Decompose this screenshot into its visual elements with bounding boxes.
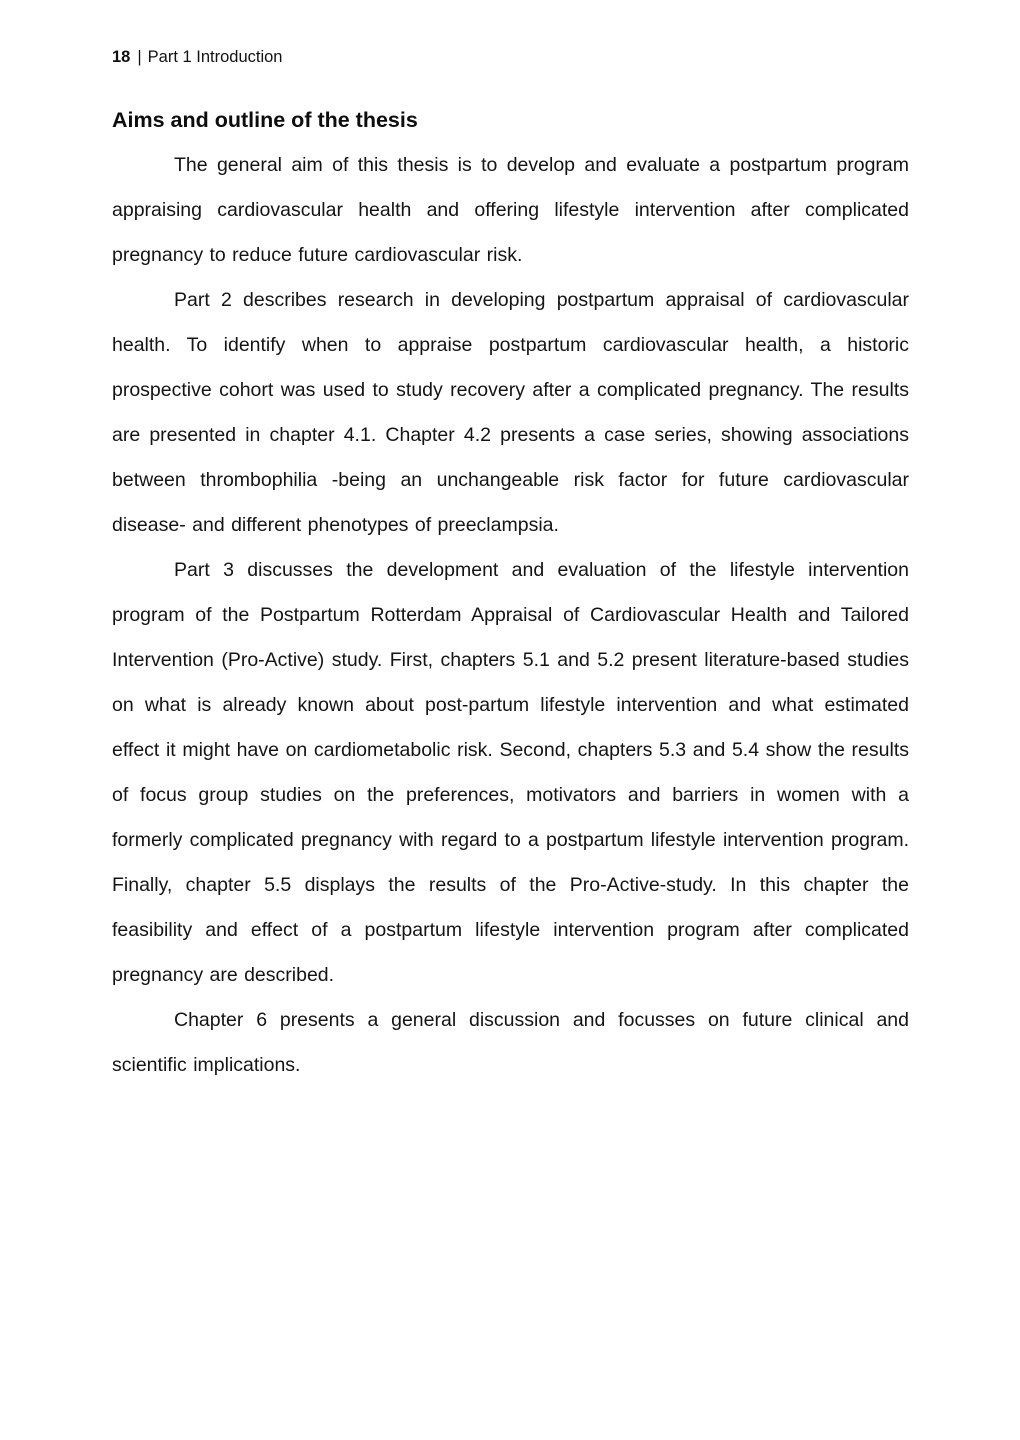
paragraph-2: Part 2 describes research in developing postpartum appraisal of cardiovascular health. To identify when to appraise postpartum cardiovascular health, a historic prospective cohort was used to study recovery after a complicated pregnancy. The results are presented in chapter 4.1. Chapter 4.2 presents a case series, showing associations between thrombophilia -being an unchangeable risk factor for future cardiovascular disease- and different phenotypes of preeclampsia. bbox=[112, 289, 909, 536]
section-heading: Aims and outline of the thesis bbox=[112, 108, 418, 132]
header-separator: | bbox=[137, 48, 142, 66]
paragraph-3: Part 3 discusses the development and evaluation of the lifestyle intervention program of the Postpartum Rotterdam Appraisal of Cardiovascular Health and Tailored Intervention (Pro-Active) study. First, chapters 5.1 and 5.2 present literature-based studies on what is already known about post-partum lifestyle intervention and what estimated effect it might have on cardiometabolic risk. Second, chapters 5.3 and 5.4 show the results of focus group studies on the preferences, motivators and barriers in women with a formerly complicated pregnancy with regard to a postpartum lifestyle intervention program. Finally, chapter 5.5 displays the results of the Pro-Active-study. In this chapter the feasibility and effect of a postpartum lifestyle intervention program after complicated pregnancy are described. bbox=[112, 559, 909, 986]
page-number: 18 bbox=[112, 48, 131, 66]
header-section-title: Part 1 Introduction bbox=[147, 48, 283, 66]
paragraph-1: The general aim of this thesis is to develop and evaluate a postpartum program appraising cardiovascular health and offering lifestyle intervention after complicated pregnancy to reduce future cardiovascular risk. bbox=[112, 154, 909, 266]
page-header bbox=[112, 46, 282, 68]
paragraph-4: Chapter 6 presents a general discussion and focusses on future clinical and scientific implications. bbox=[112, 1009, 909, 1076]
body-text bbox=[112, 143, 909, 1088]
